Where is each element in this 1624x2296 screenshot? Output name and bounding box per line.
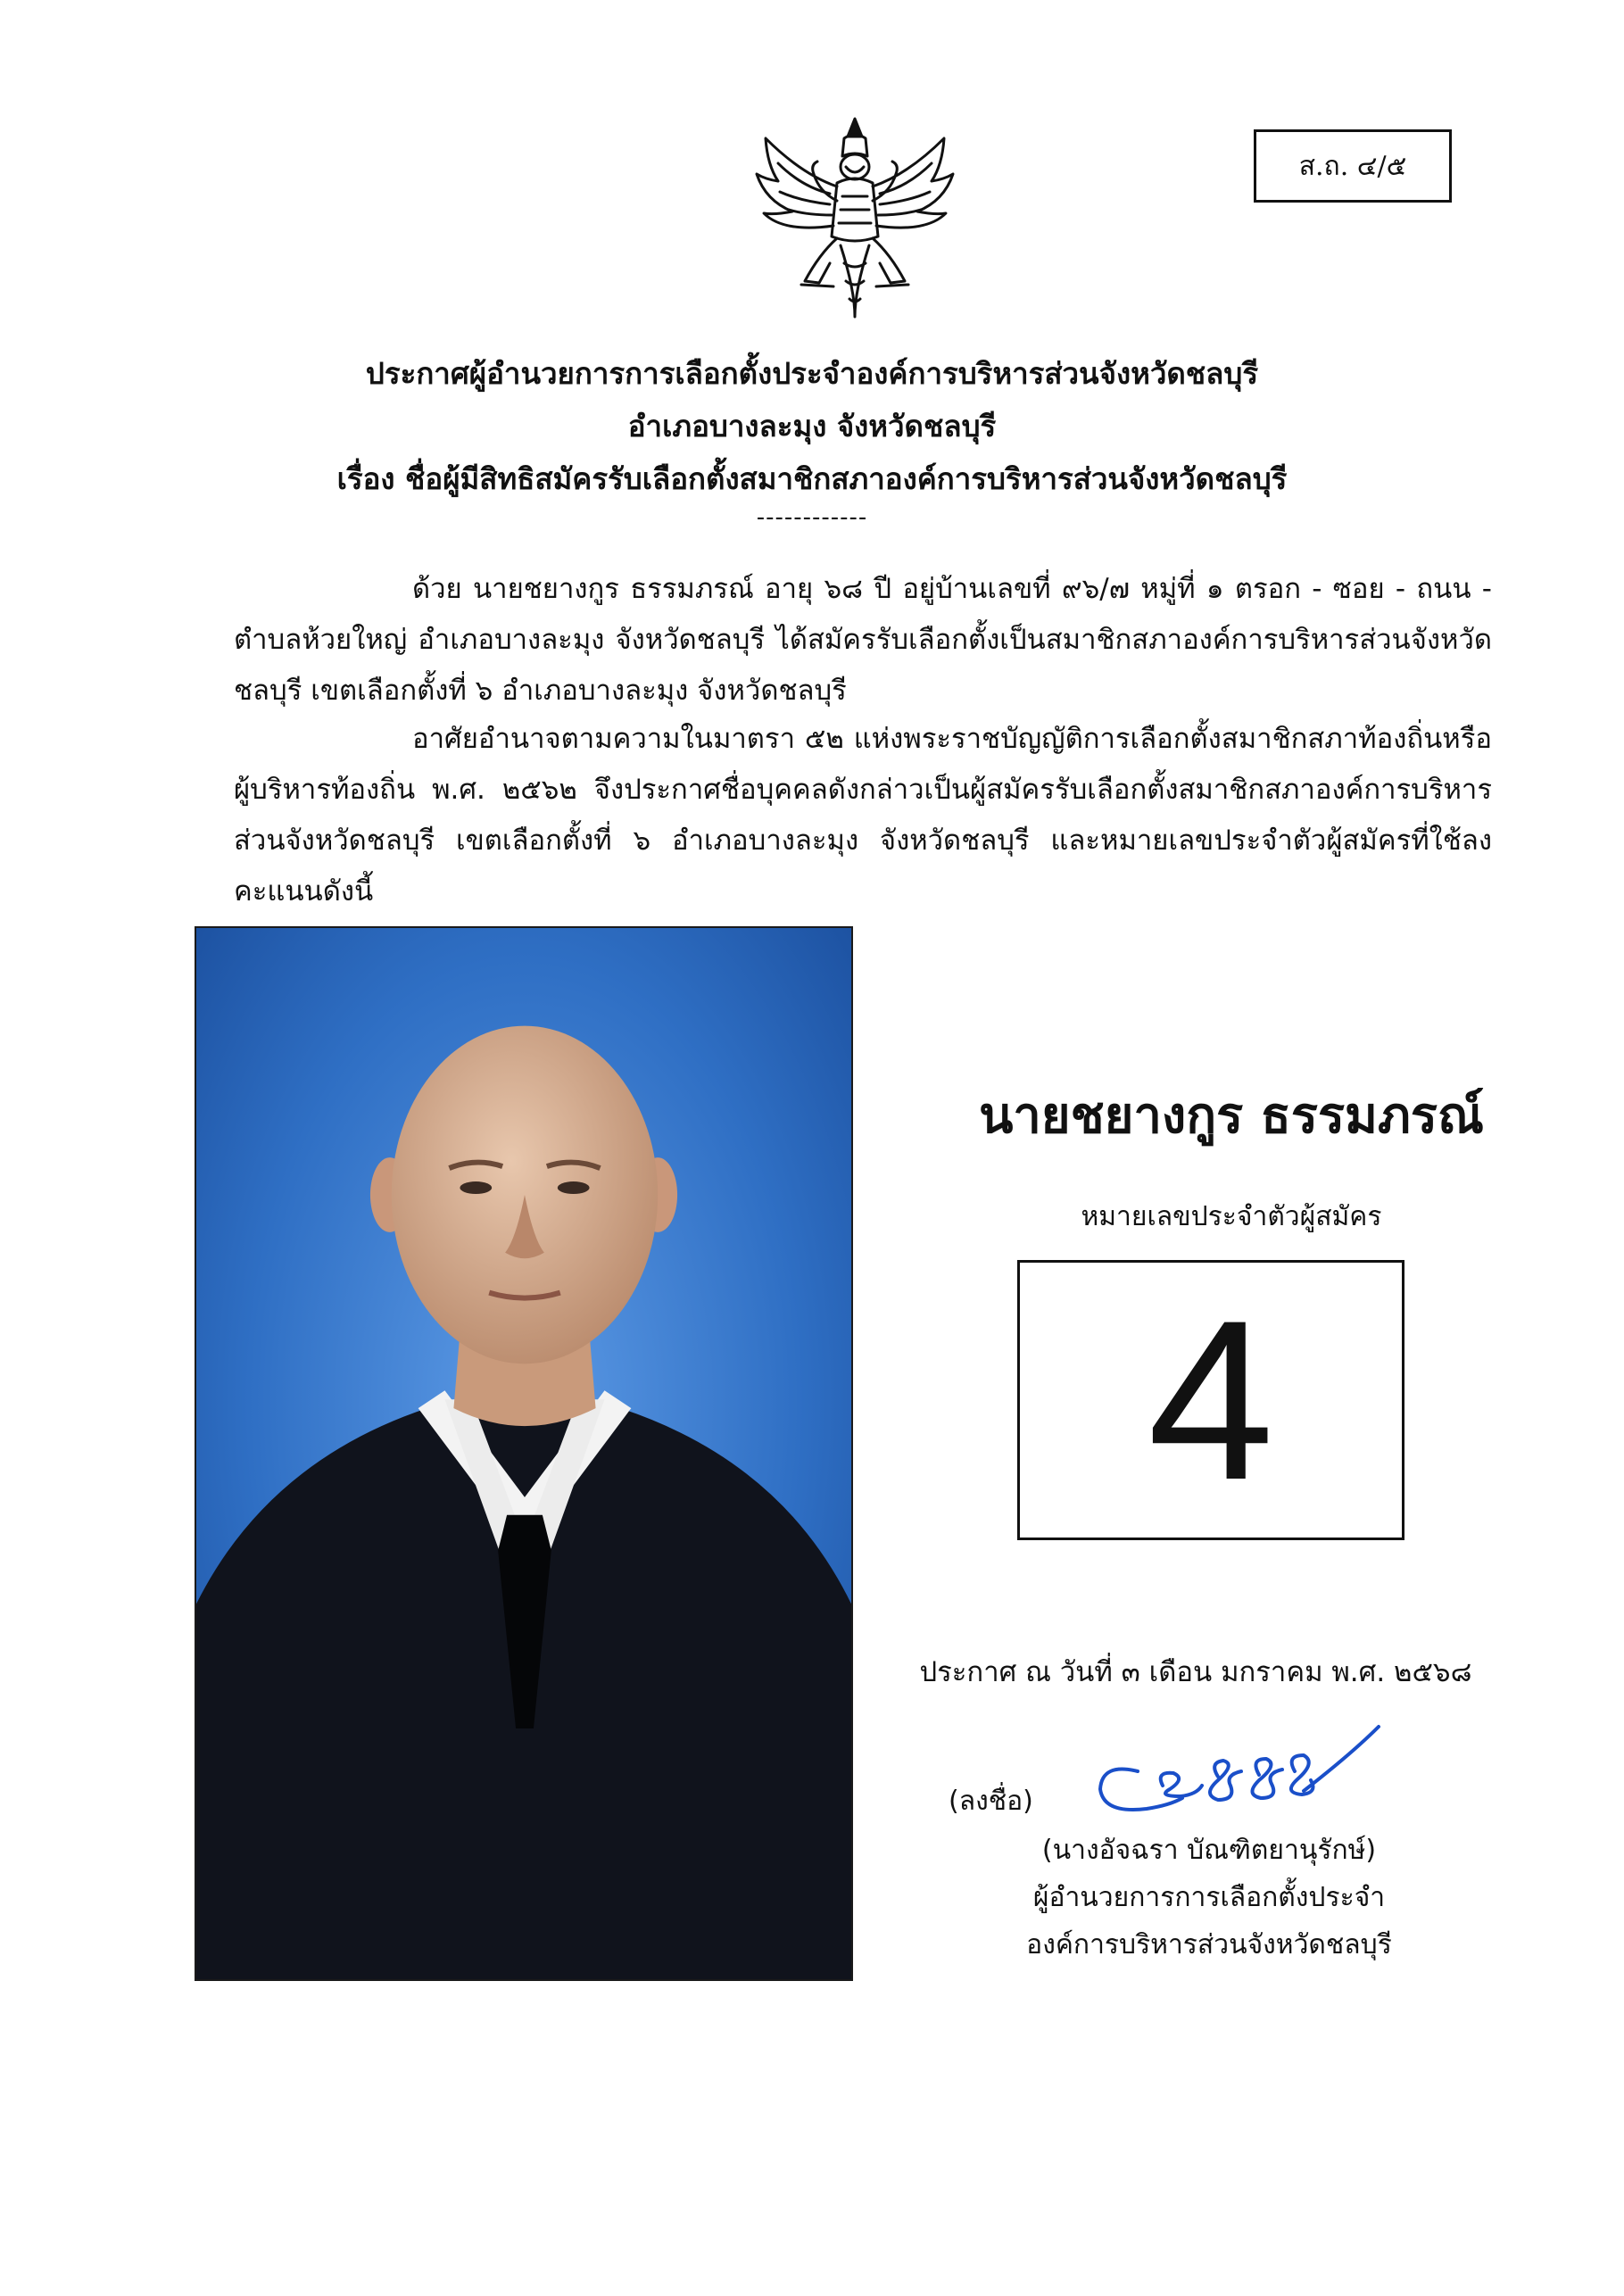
- candidate-number: 4: [1148, 1272, 1274, 1528]
- candidate-photo: [195, 926, 853, 1981]
- signer-position-line-2: องค์การบริหารส่วนจังหวัดชลบุรี: [1026, 1929, 1392, 1960]
- candidate-name: นายชยางกูร ธรรมภรณ์: [979, 1087, 1484, 1145]
- candidate-number-label: หมายเลขประจำตัวผู้สมัคร: [1081, 1201, 1382, 1232]
- announcement-date: ประกาศ ณ วันที่ ๓ เดือน มกราคม พ.ศ. ๒๕๖๘: [919, 1656, 1472, 1688]
- garuda-emblem-icon: [748, 112, 962, 326]
- signature-image: [1084, 1700, 1388, 1825]
- body-paragraph-1-text: ด้วย นายชยางกูร ธรรมภรณ์ อายุ ๖๘ ปี อยู่บ้านเลขที่ ๙๖/๗ หมู่ที่ ๑ ตรอก - ซอย - ถนน - ตำบลห้วยใหญ่ อำเภอบางละมุง จังหวัดชลบุรี ได้สมัครรับเลือกตั้งเป็นสมาชิกสภาองค์การบริหารส่วนจังหวัดชลบุรี เขตเลือกตั้งที่ ๖ อำเภอบางละมุง จังหวัดชลบุรี: [234, 573, 1492, 707]
- announcement-district: อำเภอบางละมุง จังหวัดชลบุรี: [627, 409, 997, 443]
- header-separator: ------------: [756, 504, 868, 531]
- signer-position-line-1: ผู้อำนวยการการเลือกตั้งประจำ: [1032, 1882, 1386, 1913]
- body-paragraph-1: [234, 564, 1492, 717]
- announcement-subject: เรื่อง ชื่อผู้มีสิทธิสมัครรับเลือกตั้งสมาชิกสภาองค์การบริหารส่วนจังหวัดชลบุรี: [336, 461, 1288, 496]
- signer-name: (นางอัจฉรา บัณฑิตยานุรักษ์): [1041, 1835, 1377, 1866]
- body-paragraph-2: [234, 714, 1492, 917]
- form-code-box: ส.ถ. ๔/๕: [1254, 129, 1452, 203]
- candidate-number-box: [1017, 1260, 1404, 1540]
- body-paragraph-2-text: อาศัยอำนาจตามความในมาตรา ๕๒ แห่งพระราชบัญญัติการเลือกตั้งสมาชิกสภาท้องถิ่นหรือผู้บริหารท้องถิ่น พ.ศ. ๒๕๖๒ จึงประกาศชื่อบุคคลดังกล่าวเป็นผู้สมัครรับเลือกตั้งสมาชิกสภาองค์การบริหารส่วนจังหวัดชลบุรี เขตเลือกตั้งที่ ๖ อำเภอบางละมุง จังหวัดชลบุรี และหมายเลขประจำตัวผู้สมัครที่ใช้ลงคะแนนดังนี้: [234, 723, 1492, 908]
- sign-label: (ลงชื่อ): [949, 1786, 1033, 1817]
- announcement-title: ประกาศผู้อำนวยการการเลือกตั้งประจำองค์การบริหารส่วนจังหวัดชลบุรี: [365, 356, 1259, 391]
